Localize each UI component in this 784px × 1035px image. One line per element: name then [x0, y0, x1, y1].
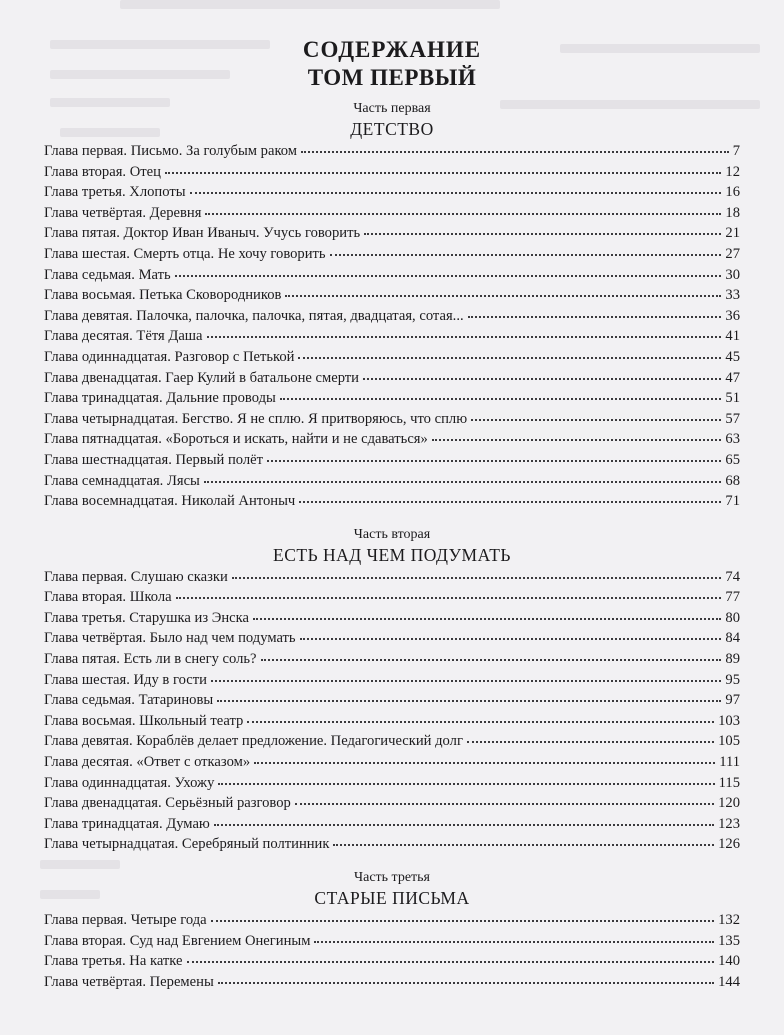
dot-leader [295, 802, 714, 805]
dot-leader [298, 356, 721, 359]
chapter-title: Глава первая. Четыре года [44, 912, 207, 928]
page-number: 30 [725, 266, 740, 283]
toc-entry[interactable] [44, 164, 740, 185]
dot-leader [267, 459, 721, 462]
toc-entry[interactable] [44, 672, 740, 693]
dot-leader [175, 274, 722, 277]
toc-entry[interactable] [44, 287, 740, 308]
part-label: Часть третья [354, 870, 430, 885]
toc-entry[interactable] [44, 692, 740, 713]
part-label: Часть вторая [353, 526, 431, 542]
volume-title: ТОМ ПЕРВЫЙ [307, 65, 477, 90]
toc-part-1 [44, 96, 740, 514]
dot-leader [285, 294, 721, 297]
toc-entry[interactable] [44, 974, 740, 995]
chapter-title: Глава девятая. Палочка, палочка, палочка, пятая, двадцатая, сотая... [44, 307, 464, 324]
chapter-list [44, 912, 740, 994]
chapter-title: Глава четырнадцатая. Бегство. Я не сплю. Я притворяюсь, что сплю [44, 410, 468, 427]
toc-entry[interactable] [44, 452, 740, 473]
dot-leader [211, 679, 721, 682]
toc-entry[interactable] [44, 912, 740, 933]
chapter-title: Глава одиннадцатая. Разговор с Петькой [44, 348, 295, 365]
dot-leader [299, 500, 721, 503]
chapter-title: Глава десятая. «Ответ с отказом» [44, 754, 251, 771]
toc-entry[interactable] [44, 569, 740, 590]
toc-entry[interactable] [44, 370, 740, 391]
dot-leader [214, 823, 714, 826]
chapter-title: Глава седьмая. Мать [44, 266, 171, 283]
dot-leader [176, 596, 722, 599]
chapter-title: Глава тринадцатая. Дальние проводы [44, 390, 276, 407]
page-number: 74 [725, 568, 740, 585]
page-number: 27 [725, 245, 740, 262]
parts-container [44, 96, 740, 994]
page-number: 111 [719, 754, 740, 771]
toc-entry[interactable] [44, 651, 740, 672]
page-number: 21 [725, 225, 740, 242]
chapter-title: Глава третья. На катке [44, 953, 183, 970]
toc-entry[interactable] [44, 225, 740, 246]
page-number: 51 [725, 390, 740, 407]
toc-entry[interactable] [44, 184, 740, 205]
page-number: 12 [725, 163, 740, 180]
dot-leader [205, 212, 721, 215]
chapter-title: Глава пятнадцатая. «Бороться и искать, найти и не сдаваться» [44, 431, 428, 448]
page-number: 57 [725, 410, 740, 427]
chapter-list [44, 569, 740, 857]
chapter-title: Глава третья. Старушка из Энска [44, 609, 249, 626]
page-number: 63 [725, 431, 740, 448]
page-number: 80 [725, 609, 740, 626]
dot-leader [471, 418, 721, 421]
dot-leader [330, 253, 722, 256]
chapter-title: Глава шестая. Смерть отца. Не хочу говорить [44, 245, 326, 262]
toc-entry[interactable] [44, 630, 740, 651]
page-number: 97 [725, 692, 740, 709]
dot-leader [207, 335, 722, 338]
toc-entry[interactable] [44, 816, 740, 837]
chapter-title: Глава тринадцатая. Думаю [44, 815, 210, 832]
dot-leader [217, 699, 721, 702]
page-number: 47 [725, 369, 740, 386]
page-number: 18 [725, 204, 740, 221]
toc-entry[interactable] [44, 589, 740, 610]
chapter-title: Глава вторая. Суд над Евгением Онегиным [44, 932, 311, 949]
dot-leader [467, 740, 714, 743]
chapter-title: Глава седьмая. Татариновы [44, 692, 214, 709]
contents-heading: СОДЕРЖАНИЕ [302, 37, 482, 62]
page-number: 41 [725, 328, 740, 345]
toc-entry[interactable] [44, 473, 740, 494]
dot-leader [254, 761, 715, 764]
chapter-title: Глава четвёртая. Деревня [44, 204, 202, 221]
chapter-title: Глава третья. Хлопоты [44, 184, 186, 201]
dot-leader [190, 191, 722, 194]
chapter-title: Глава шестнадцатая. Первый полёт [44, 451, 264, 468]
dot-leader [333, 843, 714, 846]
page-number: 144 [718, 973, 740, 990]
chapter-title: Глава четвёртая. Перемены [44, 973, 214, 990]
table-of-contents-page [44, 36, 740, 994]
chapter-title: Глава шестая. Иду в гости [44, 671, 207, 688]
chapter-title: Глава восьмая. Петька Сковородников [44, 287, 282, 304]
toc-entry[interactable] [44, 953, 740, 974]
toc-entry[interactable] [44, 328, 740, 349]
dot-leader [468, 315, 722, 318]
dot-leader [232, 576, 722, 579]
dot-leader [253, 617, 721, 620]
page-number: 71 [725, 493, 740, 510]
toc-part-3 [44, 865, 740, 994]
chapter-title: Глава десятая. Тётя Даша [44, 328, 203, 345]
toc-entry[interactable] [44, 411, 740, 432]
page-number: 120 [718, 795, 740, 812]
toc-entry[interactable] [44, 143, 740, 164]
page-number: 140 [718, 953, 740, 970]
chapter-title: Глава восемнадцатая. Николай Антоныч [44, 493, 296, 510]
page-number: 115 [718, 774, 740, 791]
chapter-title: Глава девятая. Кораблёв делает предложение. Педагогический долг [44, 733, 463, 750]
page-number: 103 [718, 712, 740, 729]
chapter-title: Глава пятая. Есть ли в снегу соль? [44, 651, 257, 668]
part-title: ЕСТЬ НАД ЧЕМ ПОДУМАТЬ [273, 544, 511, 565]
dot-leader [280, 397, 722, 400]
toc-entry[interactable] [44, 205, 740, 226]
page-number: 84 [725, 630, 740, 647]
page-number: 36 [725, 307, 740, 324]
page-number: 132 [718, 912, 740, 928]
page-number: 123 [718, 815, 740, 832]
dot-leader [364, 232, 721, 235]
page-number: 105 [718, 733, 740, 750]
chapter-title: Глава семнадцатая. Лясы [44, 472, 200, 489]
part-title: ДЕТСТВО [350, 119, 434, 139]
toc-entry[interactable] [44, 933, 740, 954]
page-number: 135 [718, 932, 740, 949]
toc-entry[interactable] [44, 267, 740, 288]
chapter-title: Глава вторая. Школа [44, 589, 172, 606]
toc-entry[interactable] [44, 390, 740, 411]
chapter-title: Глава двенадцатая. Гаер Кулий в батальоне смерти [44, 369, 359, 386]
toc-entry[interactable] [44, 246, 740, 267]
page-number: 16 [725, 184, 740, 201]
part-label: Часть первая [353, 101, 431, 116]
page-number: 126 [718, 836, 740, 853]
chapter-title: Глава четырнадцатая. Серебряный полтинник [44, 836, 330, 853]
toc-entry[interactable] [44, 308, 740, 329]
toc-part-2 [44, 522, 740, 857]
page-number: 33 [725, 287, 740, 304]
toc-entry[interactable] [44, 713, 740, 734]
toc-entry[interactable] [44, 795, 740, 816]
dot-leader [363, 377, 721, 380]
page-number: 7 [732, 143, 740, 159]
chapter-title: Глава пятая. Доктор Иван Иваныч. Учусь говорить [44, 225, 361, 242]
dot-leader [261, 658, 722, 661]
toc-entry[interactable] [44, 431, 740, 452]
dot-leader [300, 637, 722, 640]
toc-entry[interactable] [44, 493, 740, 514]
part-title: СТАРЫЕ ПИСЬМА [314, 888, 470, 908]
chapter-title: Глава вторая. Отец [44, 163, 161, 180]
dot-leader [211, 919, 714, 922]
chapter-title: Глава восьмая. Школьный театр [44, 712, 244, 729]
toc-entry[interactable] [44, 733, 740, 754]
chapter-list [44, 143, 740, 514]
dot-leader [432, 438, 722, 441]
chapter-title: Глава двенадцатая. Серьёзный разговор [44, 795, 291, 812]
dot-leader [187, 960, 715, 963]
toc-entry[interactable] [44, 754, 740, 775]
dot-leader [218, 981, 714, 984]
dot-leader [314, 940, 714, 943]
dot-leader [204, 480, 722, 483]
chapter-title: Глава четвёртая. Было над чем подумать [44, 630, 296, 647]
page-number: 95 [725, 671, 740, 688]
page-number: 68 [725, 472, 740, 489]
chapter-title: Глава первая. Письмо. За голубым раком [44, 143, 298, 159]
chapter-title: Глава первая. Слушаю сказки [44, 568, 228, 585]
toc-entry[interactable] [44, 836, 740, 857]
toc-entry[interactable] [44, 775, 740, 796]
toc-entry[interactable] [44, 349, 740, 370]
page-number: 89 [725, 651, 740, 668]
dot-leader [301, 150, 729, 153]
page-number: 45 [725, 348, 740, 365]
dot-leader [218, 782, 714, 785]
page-number: 77 [725, 589, 740, 606]
chapter-title: Глава одиннадцатая. Ухожу [44, 774, 215, 791]
page-number: 65 [725, 451, 740, 468]
dot-leader [165, 171, 721, 174]
dot-leader [247, 720, 714, 723]
toc-entry[interactable] [44, 610, 740, 631]
